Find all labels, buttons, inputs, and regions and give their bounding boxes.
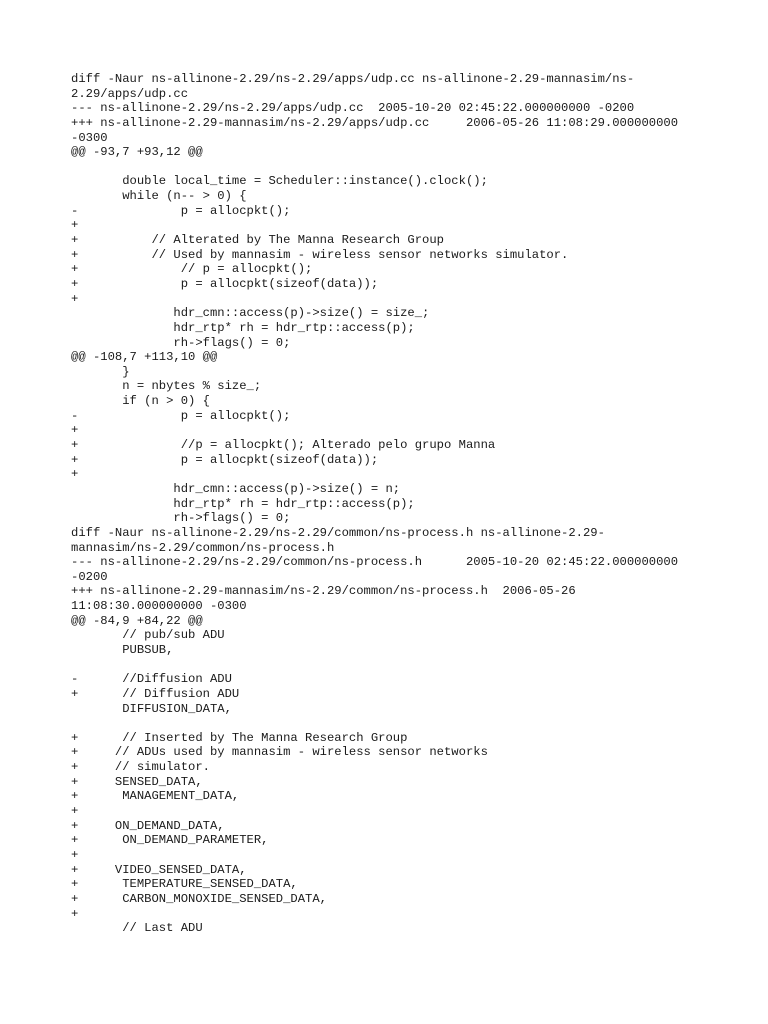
diff-line: + SENSED_DATA, xyxy=(71,774,203,789)
diff-line: rh->flags() = 0; xyxy=(71,335,291,350)
diff-line: + VIDEO_SENSED_DATA, xyxy=(71,862,247,877)
diff-line: // pub/sub ADU xyxy=(71,628,225,643)
diff-line: + xyxy=(71,218,79,233)
diff-line: 2.29/apps/udp.cc xyxy=(71,86,189,101)
diff-line: --- ns-allinone-2.29/ns-2.29/common/ns-process.h 2005-10-20 02:45:22.000000000 xyxy=(71,555,679,570)
diff-line: +++ ns-allinone-2.29-mannasim/ns-2.29/common/ns-process.h 2006-05-26 xyxy=(71,584,576,599)
diff-line: + //p = allocpkt(); Alterado pelo grupo Manna xyxy=(71,438,496,453)
diff-line: @@ -93,7 +93,12 @@ xyxy=(71,145,203,160)
diff-line: @@ -84,9 +84,22 @@ xyxy=(71,613,203,628)
diff-line: + // Used by mannasim - wireless sensor networks simulator. xyxy=(71,247,569,262)
diff-line: rh->flags() = 0; xyxy=(71,511,291,526)
diff-line: hdr_cmn::access(p)->size() = n; xyxy=(71,481,401,496)
diff-line: + xyxy=(71,467,79,482)
diff-line: + p = allocpkt(sizeof(data)); xyxy=(71,276,379,291)
diff-line: + xyxy=(71,804,79,819)
diff-line: while (n-- > 0) { xyxy=(71,189,247,204)
diff-line: -0300 xyxy=(71,130,108,145)
diff-line: - p = allocpkt(); xyxy=(71,408,291,423)
diff-line: + MANAGEMENT_DATA, xyxy=(71,789,240,804)
diff-line: diff -Naur ns-allinone-2.29/ns-2.29/common/ns-process.h ns-allinone-2.29- xyxy=(71,525,605,540)
diff-line: --- ns-allinone-2.29/ns-2.29/apps/udp.cc 2005-10-20 02:45:22.000000000 -0200 xyxy=(71,101,635,116)
diff-line: + xyxy=(71,291,79,306)
diff-line: + xyxy=(71,906,79,921)
diff-line: hdr_cmn::access(p)->size() = size_; xyxy=(71,306,430,321)
diff-line: + // Diffusion ADU xyxy=(71,686,240,701)
diff-line: + // Alterated by The Manna Research Group xyxy=(71,233,444,248)
diff-line: + // Inserted by The Manna Research Group xyxy=(71,730,408,745)
diff-line xyxy=(71,658,711,673)
diff-document xyxy=(71,72,711,936)
diff-line: // Last ADU xyxy=(71,921,203,936)
diff-line: + xyxy=(71,847,79,862)
diff-line: + p = allocpkt(sizeof(data)); xyxy=(71,452,379,467)
diff-line: - p = allocpkt(); xyxy=(71,203,291,218)
diff-line: @@ -108,7 +113,10 @@ xyxy=(71,350,218,365)
diff-line: + // p = allocpkt(); xyxy=(71,262,313,277)
diff-line: - //Diffusion ADU xyxy=(71,672,232,687)
diff-line: hdr_rtp* rh = hdr_rtp::access(p); xyxy=(71,496,415,511)
diff-line: PUBSUB, xyxy=(71,642,174,657)
diff-line: + TEMPERATURE_SENSED_DATA, xyxy=(71,877,298,892)
diff-line: } xyxy=(71,364,130,379)
diff-line xyxy=(71,160,711,175)
diff-line xyxy=(71,716,711,731)
diff-line: + // simulator. xyxy=(71,760,210,775)
diff-line: n = nbytes % size_; xyxy=(71,379,262,394)
diff-line: mannasim/ns-2.29/common/ns-process.h xyxy=(71,540,335,555)
diff-line: + ON_DEMAND_DATA, xyxy=(71,818,225,833)
diff-line: double local_time = Scheduler::instance().clock(); xyxy=(71,174,488,189)
diff-line: + CARBON_MONOXIDE_SENSED_DATA, xyxy=(71,891,327,906)
diff-line: -0200 xyxy=(71,569,108,584)
diff-line: 11:08:30.000000000 -0300 xyxy=(71,599,247,614)
diff-line: +++ ns-allinone-2.29-mannasim/ns-2.29/apps/udp.cc 2006-05-26 11:08:29.000000000 xyxy=(71,115,679,130)
diff-line: diff -Naur ns-allinone-2.29/ns-2.29/apps/udp.cc ns-allinone-2.29-mannasim/ns- xyxy=(71,72,635,86)
diff-line: + ON_DEMAND_PARAMETER, xyxy=(71,833,269,848)
diff-line: hdr_rtp* rh = hdr_rtp::access(p); xyxy=(71,320,415,335)
diff-line: DIFFUSION_DATA, xyxy=(71,701,232,716)
diff-line: + // ADUs used by mannasim - wireless sensor networks xyxy=(71,745,488,760)
diff-line: if (n > 0) { xyxy=(71,394,210,409)
diff-line: + xyxy=(71,423,79,438)
